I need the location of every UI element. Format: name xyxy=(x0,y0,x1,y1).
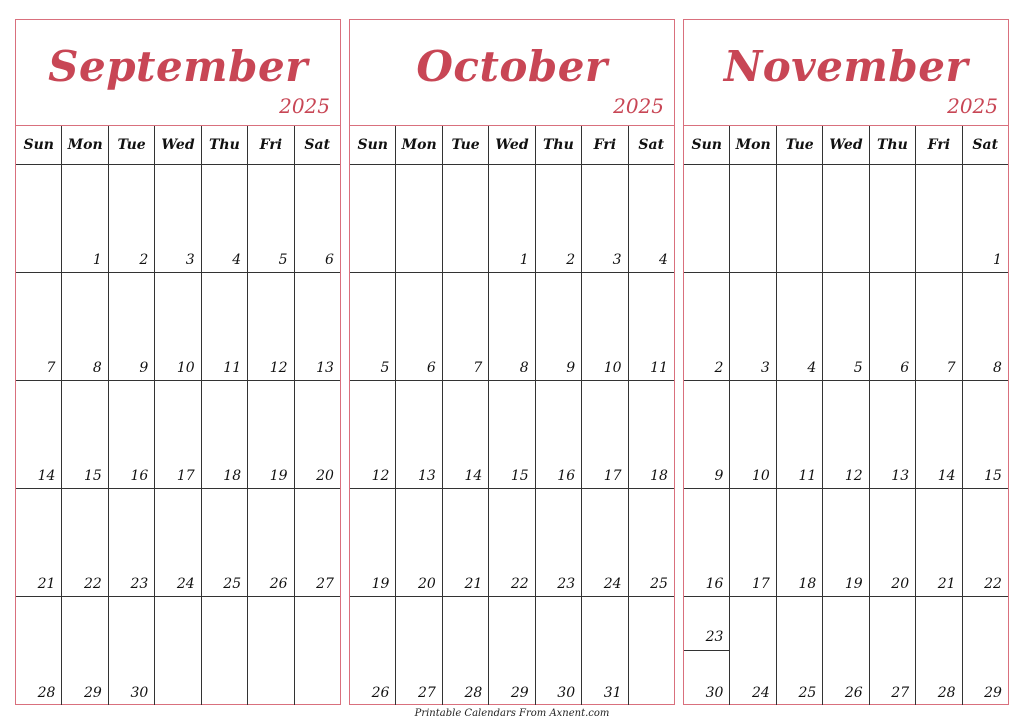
day-cell xyxy=(248,165,294,272)
weekday-label: Thu xyxy=(202,126,248,164)
day-cell xyxy=(396,381,442,488)
weekday-label: Mon xyxy=(62,126,108,164)
day-number: 19 xyxy=(844,576,863,592)
day-number: 14 xyxy=(464,468,483,484)
weekday-label: Thu xyxy=(870,126,916,164)
day-number: 20 xyxy=(418,576,436,592)
day-number: 25 xyxy=(650,576,668,592)
month-year: 2025 xyxy=(279,94,330,118)
day-number: 10 xyxy=(752,468,770,484)
day-cell xyxy=(777,489,823,596)
day-cell xyxy=(582,597,628,705)
day-cell xyxy=(870,489,916,596)
day-number: 1 xyxy=(92,252,102,268)
week-row xyxy=(350,489,674,597)
day-cell xyxy=(963,165,1008,272)
day-number: 31 xyxy=(603,685,622,701)
day-cell xyxy=(16,165,62,272)
day-number: 28 xyxy=(464,685,483,701)
day-cell xyxy=(489,489,535,596)
day-cell xyxy=(155,489,201,596)
day-number: 15 xyxy=(84,468,102,484)
day-number: 27 xyxy=(891,685,910,701)
day-cell xyxy=(823,489,869,596)
weekday-label: Sat xyxy=(972,137,999,153)
week-row xyxy=(16,165,340,273)
day-number: 28 xyxy=(937,685,956,701)
weekday-label: Sat xyxy=(638,137,665,153)
day-number: 12 xyxy=(269,360,288,376)
day-cell xyxy=(396,489,442,596)
month-name: November xyxy=(723,42,969,91)
day-cell xyxy=(916,273,962,380)
day-number: 21 xyxy=(937,576,956,592)
day-number: 22 xyxy=(510,576,529,592)
day-cell xyxy=(155,597,201,705)
month-header xyxy=(684,20,1008,125)
day-cell xyxy=(109,489,155,596)
day-cell xyxy=(489,165,535,272)
month-panel-november xyxy=(683,19,1009,705)
day-number: 18 xyxy=(798,576,817,592)
month-grid xyxy=(684,125,1008,705)
day-cell xyxy=(16,489,62,596)
day-cell xyxy=(823,597,869,705)
day-number: 13 xyxy=(891,468,910,484)
weekday-label: Tue xyxy=(443,126,489,164)
day-number: 23 xyxy=(705,629,724,645)
week-row xyxy=(16,597,340,705)
day-number: 30 xyxy=(130,685,149,701)
day-number: 26 xyxy=(844,685,863,701)
weekday-label: Wed xyxy=(823,126,869,164)
month-header xyxy=(350,20,674,125)
week-row xyxy=(684,381,1008,489)
week-row xyxy=(16,381,340,489)
day-cell xyxy=(582,489,628,596)
day-number: 5 xyxy=(278,252,288,268)
day-number: 6 xyxy=(325,252,334,268)
day-cell xyxy=(489,597,535,705)
day-cell xyxy=(396,597,442,705)
day-cell xyxy=(582,165,628,272)
weeks-container xyxy=(350,165,674,705)
day-cell xyxy=(684,381,730,488)
day-number: 29 xyxy=(84,685,102,701)
day-number: 17 xyxy=(176,468,195,484)
week-row xyxy=(350,381,674,489)
day-cell xyxy=(62,381,108,488)
day-number: 25 xyxy=(223,576,242,592)
day-number: 21 xyxy=(37,576,56,592)
day-cell xyxy=(396,165,442,272)
day-number: 16 xyxy=(130,468,149,484)
footer-credit: Printable Calendars From Axnent.com xyxy=(414,708,610,719)
weekday-label: Mon xyxy=(396,126,442,164)
day-cell xyxy=(62,489,108,596)
day-cell xyxy=(536,381,582,488)
weekday-label: Wed xyxy=(155,126,201,164)
day-number: 6 xyxy=(426,360,436,376)
day-number: 11 xyxy=(223,360,242,376)
day-number: 3 xyxy=(760,360,770,376)
day-number: 7 xyxy=(46,360,56,376)
day-cell xyxy=(916,165,962,272)
day-cell xyxy=(684,597,730,705)
day-cell xyxy=(916,489,962,596)
day-cell xyxy=(536,597,582,705)
day-number: 24 xyxy=(603,576,622,592)
day-number: 13 xyxy=(418,468,436,484)
day-number: 10 xyxy=(603,360,622,376)
day-cell xyxy=(963,597,1008,705)
weeks-container xyxy=(16,165,340,705)
day-cell xyxy=(202,273,248,380)
day-number: 9 xyxy=(566,360,576,376)
day-number: 5 xyxy=(853,360,863,376)
day-number: 4 xyxy=(807,360,817,376)
day-cell xyxy=(730,165,776,272)
day-cell xyxy=(629,273,674,380)
week-row xyxy=(16,489,340,597)
month-panel-october xyxy=(349,19,675,705)
day-number: 5 xyxy=(380,360,390,376)
weekday-header-row xyxy=(350,126,674,165)
day-cell xyxy=(916,381,962,488)
week-row xyxy=(684,165,1008,273)
day-cell xyxy=(295,165,340,272)
day-cell xyxy=(684,489,730,596)
weekday-label: Sat xyxy=(304,137,331,153)
day-cell xyxy=(350,489,396,596)
day-number: 19 xyxy=(269,468,288,484)
month-panel-september xyxy=(15,19,341,705)
day-cell xyxy=(202,381,248,488)
day-cell xyxy=(730,597,776,705)
day-cell xyxy=(16,597,62,705)
day-number: 22 xyxy=(984,576,1002,592)
day-cell xyxy=(870,597,916,705)
day-cell xyxy=(730,273,776,380)
day-number: 14 xyxy=(37,468,56,484)
month-header xyxy=(16,20,340,125)
split-divider xyxy=(684,650,729,651)
day-number: 30 xyxy=(557,685,576,701)
day-cell xyxy=(777,165,823,272)
week-row xyxy=(684,273,1008,381)
day-cell xyxy=(295,381,340,488)
day-number: 7 xyxy=(946,360,956,376)
day-cell xyxy=(629,165,674,272)
day-cell xyxy=(582,273,628,380)
day-cell xyxy=(350,381,396,488)
day-number: 27 xyxy=(316,576,334,592)
weekday-label: Tue xyxy=(109,126,155,164)
day-cell xyxy=(777,381,823,488)
day-number: 20 xyxy=(316,468,334,484)
weekday-label: Fri xyxy=(916,126,962,164)
weekday-label: Sun xyxy=(350,126,396,164)
day-cell xyxy=(684,273,730,380)
day-cell xyxy=(295,273,340,380)
day-cell xyxy=(443,489,489,596)
day-number: 19 xyxy=(371,576,390,592)
day-cell xyxy=(248,381,294,488)
week-row xyxy=(350,165,674,273)
month-name: September xyxy=(48,42,308,91)
day-cell xyxy=(916,597,962,705)
day-cell xyxy=(963,273,1008,380)
day-number: 7 xyxy=(473,360,483,376)
day-cell xyxy=(155,381,201,488)
day-number: 17 xyxy=(603,468,622,484)
day-number: 2 xyxy=(714,360,724,376)
day-number: 29 xyxy=(510,685,529,701)
day-cell xyxy=(248,489,294,596)
day-cell xyxy=(823,381,869,488)
day-number: 16 xyxy=(557,468,576,484)
day-number: 3 xyxy=(185,252,195,268)
day-cell xyxy=(777,273,823,380)
day-number: 11 xyxy=(650,360,668,376)
weekday-label: Wed xyxy=(489,126,535,164)
day-cell xyxy=(963,381,1008,488)
month-grid xyxy=(16,125,340,705)
day-number: 12 xyxy=(371,468,390,484)
day-cell xyxy=(295,597,340,705)
day-cell xyxy=(16,273,62,380)
week-row xyxy=(16,273,340,381)
day-number: 16 xyxy=(705,576,724,592)
weekday-header-row xyxy=(684,126,1008,165)
day-cell xyxy=(536,273,582,380)
weekday-header-row xyxy=(16,126,340,165)
weekday-label: Thu xyxy=(536,126,582,164)
day-cell xyxy=(248,273,294,380)
day-number: 14 xyxy=(937,468,956,484)
day-number: 9 xyxy=(714,468,724,484)
day-number: 6 xyxy=(900,360,910,376)
day-cell xyxy=(629,597,674,705)
day-number: 11 xyxy=(798,468,817,484)
day-number: 28 xyxy=(37,685,56,701)
day-cell xyxy=(202,165,248,272)
day-cell xyxy=(109,165,155,272)
day-number: 8 xyxy=(993,360,1002,376)
day-cell xyxy=(730,489,776,596)
day-number: 1 xyxy=(519,252,529,268)
day-number: 8 xyxy=(92,360,102,376)
day-cell xyxy=(295,489,340,596)
day-cell xyxy=(823,165,869,272)
day-cell xyxy=(582,381,628,488)
day-number: 2 xyxy=(566,252,576,268)
day-number: 8 xyxy=(519,360,529,376)
day-number: 26 xyxy=(371,685,390,701)
day-number: 3 xyxy=(612,252,622,268)
day-number: 25 xyxy=(798,685,817,701)
weekday-label: Fri xyxy=(582,126,628,164)
day-cell xyxy=(536,165,582,272)
day-number: 23 xyxy=(557,576,576,592)
day-cell xyxy=(248,597,294,705)
day-cell xyxy=(443,381,489,488)
day-cell xyxy=(823,273,869,380)
day-cell xyxy=(62,597,108,705)
day-cell xyxy=(350,597,396,705)
month-grid xyxy=(350,125,674,705)
weekday-label: Sun xyxy=(16,126,62,164)
day-number: 12 xyxy=(844,468,863,484)
week-row xyxy=(350,597,674,705)
weekday-label: Tue xyxy=(777,126,823,164)
day-cell xyxy=(536,489,582,596)
day-cell xyxy=(350,165,396,272)
day-cell xyxy=(870,381,916,488)
day-number: 24 xyxy=(752,685,770,701)
day-number: 18 xyxy=(223,468,242,484)
day-cell xyxy=(629,489,674,596)
day-cell xyxy=(489,381,535,488)
week-row xyxy=(350,273,674,381)
day-number: 1 xyxy=(993,252,1002,268)
day-number: 23 xyxy=(130,576,149,592)
day-number: 13 xyxy=(316,360,334,376)
day-cell xyxy=(16,381,62,488)
day-number: 30 xyxy=(705,685,724,701)
day-cell xyxy=(155,273,201,380)
day-number: 18 xyxy=(650,468,668,484)
day-number: 26 xyxy=(269,576,288,592)
weeks-container xyxy=(684,165,1008,705)
month-year: 2025 xyxy=(947,94,998,118)
day-number: 24 xyxy=(176,576,195,592)
day-cell xyxy=(109,273,155,380)
day-number: 20 xyxy=(891,576,910,592)
day-cell xyxy=(870,273,916,380)
day-number: 15 xyxy=(984,468,1002,484)
day-number: 4 xyxy=(659,252,668,268)
day-cell xyxy=(396,273,442,380)
day-cell xyxy=(155,165,201,272)
weekday-label: Sun xyxy=(684,126,730,164)
month-year: 2025 xyxy=(613,94,664,118)
day-cell xyxy=(730,381,776,488)
day-cell xyxy=(62,273,108,380)
day-cell xyxy=(109,381,155,488)
day-cell xyxy=(870,165,916,272)
day-number: 15 xyxy=(510,468,529,484)
week-row xyxy=(684,597,1008,705)
day-cell xyxy=(62,165,108,272)
day-number: 21 xyxy=(464,576,483,592)
day-cell xyxy=(777,597,823,705)
day-cell xyxy=(443,165,489,272)
day-cell xyxy=(202,489,248,596)
day-number: 27 xyxy=(418,685,436,701)
month-name: October xyxy=(416,42,608,91)
day-cell xyxy=(202,597,248,705)
day-cell xyxy=(684,165,730,272)
weekday-label: Fri xyxy=(248,126,294,164)
day-cell xyxy=(629,381,674,488)
day-number: 10 xyxy=(176,360,195,376)
day-cell xyxy=(489,273,535,380)
day-number: 22 xyxy=(84,576,102,592)
day-cell xyxy=(350,273,396,380)
week-row xyxy=(684,489,1008,597)
weekday-label: Mon xyxy=(730,126,776,164)
day-number: 9 xyxy=(139,360,149,376)
day-number: 4 xyxy=(232,252,242,268)
day-cell xyxy=(963,489,1008,596)
day-number: 29 xyxy=(984,685,1002,701)
day-cell xyxy=(443,597,489,705)
day-cell xyxy=(443,273,489,380)
day-number: 17 xyxy=(752,576,770,592)
day-number: 2 xyxy=(139,252,149,268)
day-cell xyxy=(109,597,155,705)
